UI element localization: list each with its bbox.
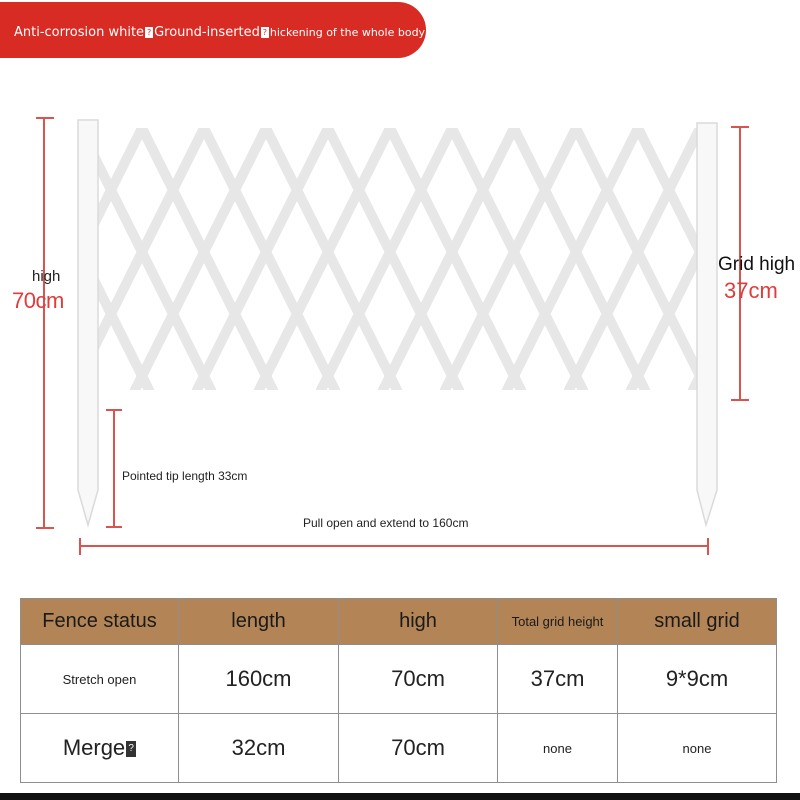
fence-illustration [0,60,800,560]
table-cell: Stretch open [21,645,179,714]
lattice-slat [80,128,211,390]
tip-length-label: Pointed tip length 33cm [122,469,248,483]
height-measure-line [36,118,54,528]
merge-glyph: ? [126,741,136,757]
header-high: high [339,599,498,645]
lattice-slat [507,128,638,390]
table-cell: 37cm [498,645,618,714]
header-fence-status: Fence status [21,599,179,645]
lattice-slat [576,128,707,390]
height-label: high [32,268,61,285]
lattice-slat [445,128,576,390]
table-cell: 32cm [179,714,339,783]
table-cell: 160cm [179,645,339,714]
banner-part-anticorrosion: Anti-corrosion white [14,25,145,40]
width-measure-line [80,538,708,555]
table-cell: none [618,714,777,783]
lattice-slat [135,128,266,390]
lattice-slat [142,128,273,390]
lattice-slat [197,128,328,390]
grid-height-label: Grid high [718,254,796,275]
table-row [21,714,777,783]
lattice-slat [328,128,459,390]
title-banner [0,2,426,58]
bottom-bar [0,793,800,800]
lattice-slat [569,128,700,390]
tip-length-measure-line [106,410,122,527]
table-cell: 70cm [339,714,498,783]
lattice-slat [383,128,514,390]
banner-text [14,25,425,40]
lattice-slat [0,128,80,390]
lattice-slat [514,128,645,390]
table-cell [21,714,179,783]
table-cell: none [498,714,618,783]
lattice-slat [266,128,397,390]
lattice-slat [0,128,25,390]
extend-length-label: Pull open and extend to 160cm [303,516,469,530]
fence-right-post [697,123,717,525]
lattice-slat [11,128,142,390]
table-cell: 70cm [339,645,498,714]
table-row [21,645,777,714]
lattice-slat [390,128,521,390]
merge-label: Merge [62,735,126,760]
banner-part-ground: Ground-inserted [154,25,260,40]
table-cell: 9*9cm [618,645,777,714]
separator-glyph: ? [262,28,268,37]
header-total-grid-height: Total grid height [498,599,618,645]
lattice-slat [321,128,452,390]
header-length: length [179,599,339,645]
spec-table [20,598,777,783]
separator-glyph: ? [146,28,152,37]
lattice-slat [259,128,390,390]
height-value: 70cm [12,288,64,313]
fence-left-post [78,120,98,525]
lattice-slat [452,128,583,390]
lattice-slat [204,128,335,390]
banner-part-thickening: hickening of the whole body [269,26,426,39]
header-small-grid: small grid [618,599,777,645]
grid-height-value: 37cm [724,278,778,303]
fence-lattice [0,128,800,390]
table-header-row [21,599,777,645]
lattice-slat [0,128,18,390]
